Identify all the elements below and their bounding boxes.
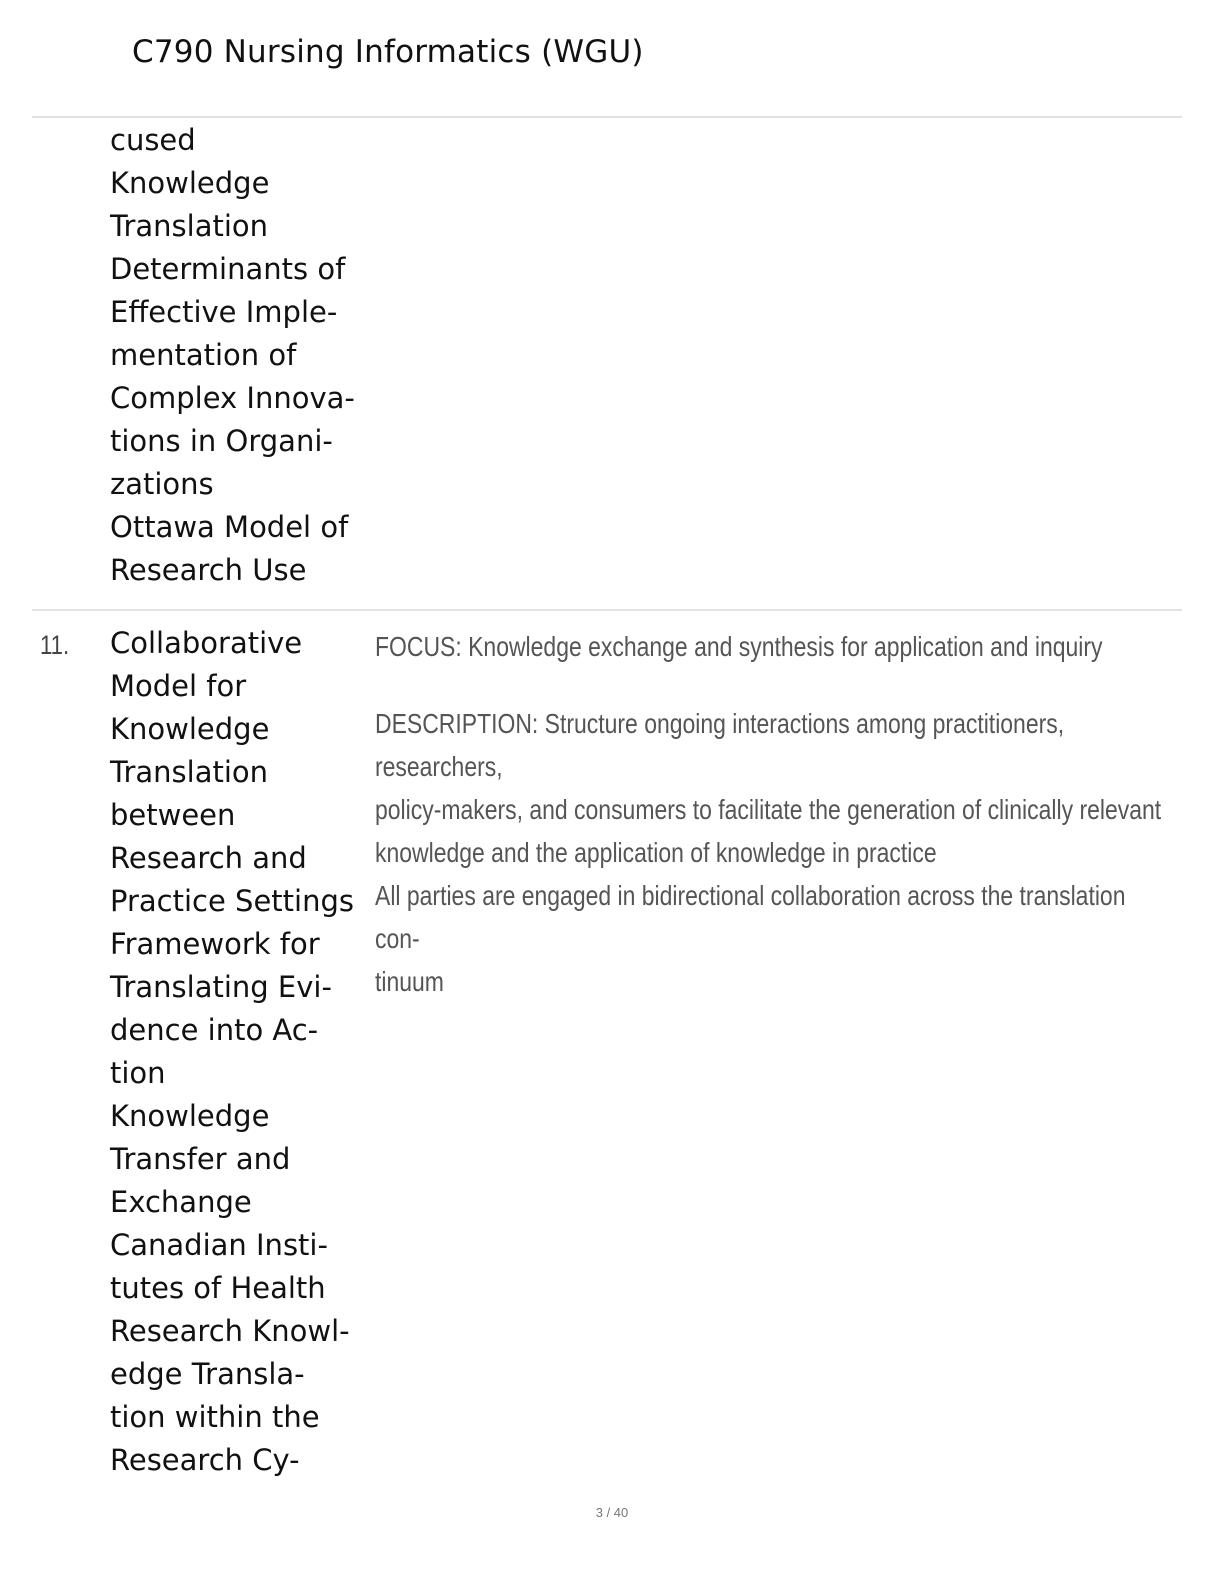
- model-name-line: Complex Innova-: [110, 381, 355, 415]
- model-name-line: Exchange: [110, 1185, 252, 1219]
- model-name-line: Knowledge: [110, 712, 270, 746]
- model-name-line: Practice Settings: [110, 884, 354, 918]
- description-line: knowledge and the application of knowledge in practice: [375, 837, 937, 868]
- continued-model-names: [110, 119, 375, 592]
- header-divider: [32, 116, 1182, 118]
- row-11-details: [375, 625, 1162, 1003]
- model-name-line: cused: [110, 123, 196, 157]
- document-header-title: C790 Nursing Informatics (WGU): [132, 34, 644, 70]
- model-name-line: Collaborative: [110, 626, 303, 660]
- model-name-line: dence into Ac-: [110, 1013, 319, 1047]
- model-name-line: Translation: [110, 209, 269, 243]
- model-name-line: tion: [110, 1056, 166, 1090]
- model-name-line: Determinants of: [110, 252, 346, 286]
- model-name-line: Transfer and: [110, 1142, 291, 1176]
- model-name-line: Research and: [110, 841, 307, 875]
- model-name-line: between: [110, 798, 236, 832]
- description-line: All parties are engaged in bidirectional collaboration across the translation con-: [375, 880, 1126, 954]
- model-name-line: Translation: [110, 755, 269, 789]
- model-name-line: Research Cy-: [110, 1443, 300, 1477]
- model-name-line: Research Use: [110, 553, 307, 587]
- paragraph-gap: [375, 668, 1162, 702]
- model-name-line: Ottawa Model of: [110, 510, 349, 544]
- page-indicator: 3 / 40: [595, 1505, 629, 1520]
- model-name-line: tions in Organi-: [110, 424, 333, 458]
- model-name-line: tutes of Health: [110, 1271, 326, 1305]
- model-name-line: tion within the: [110, 1400, 320, 1434]
- model-name-line: Research Knowl-: [110, 1314, 350, 1348]
- row-11-model-names: [110, 622, 375, 1482]
- description-line: DESCRIPTION: Structure ongoing interactions among practitioners, researchers,: [375, 708, 1065, 782]
- row-divider: [32, 609, 1182, 611]
- model-name-line: Model for: [110, 669, 247, 703]
- description-line: tinuum: [375, 966, 444, 997]
- model-name-line: edge Transla-: [110, 1357, 305, 1391]
- model-name-line: Effective Imple-: [110, 295, 338, 329]
- model-name-line: Canadian Insti-: [110, 1228, 328, 1262]
- model-name-line: mentation of: [110, 338, 297, 372]
- model-name-line: zations: [110, 467, 214, 501]
- model-name-line: Knowledge: [110, 1099, 270, 1133]
- model-name-line: Knowledge: [110, 166, 270, 200]
- model-name-line: Framework for: [110, 927, 320, 961]
- description-line: policy-makers, and consumers to facilitate the generation of clinically relevant: [375, 794, 1162, 825]
- focus-text: FOCUS: Knowledge exchange and synthesis for application and inquiry: [375, 631, 1103, 662]
- row-number: 11.: [40, 630, 70, 660]
- model-name-line: Translating Evi-: [110, 970, 332, 1004]
